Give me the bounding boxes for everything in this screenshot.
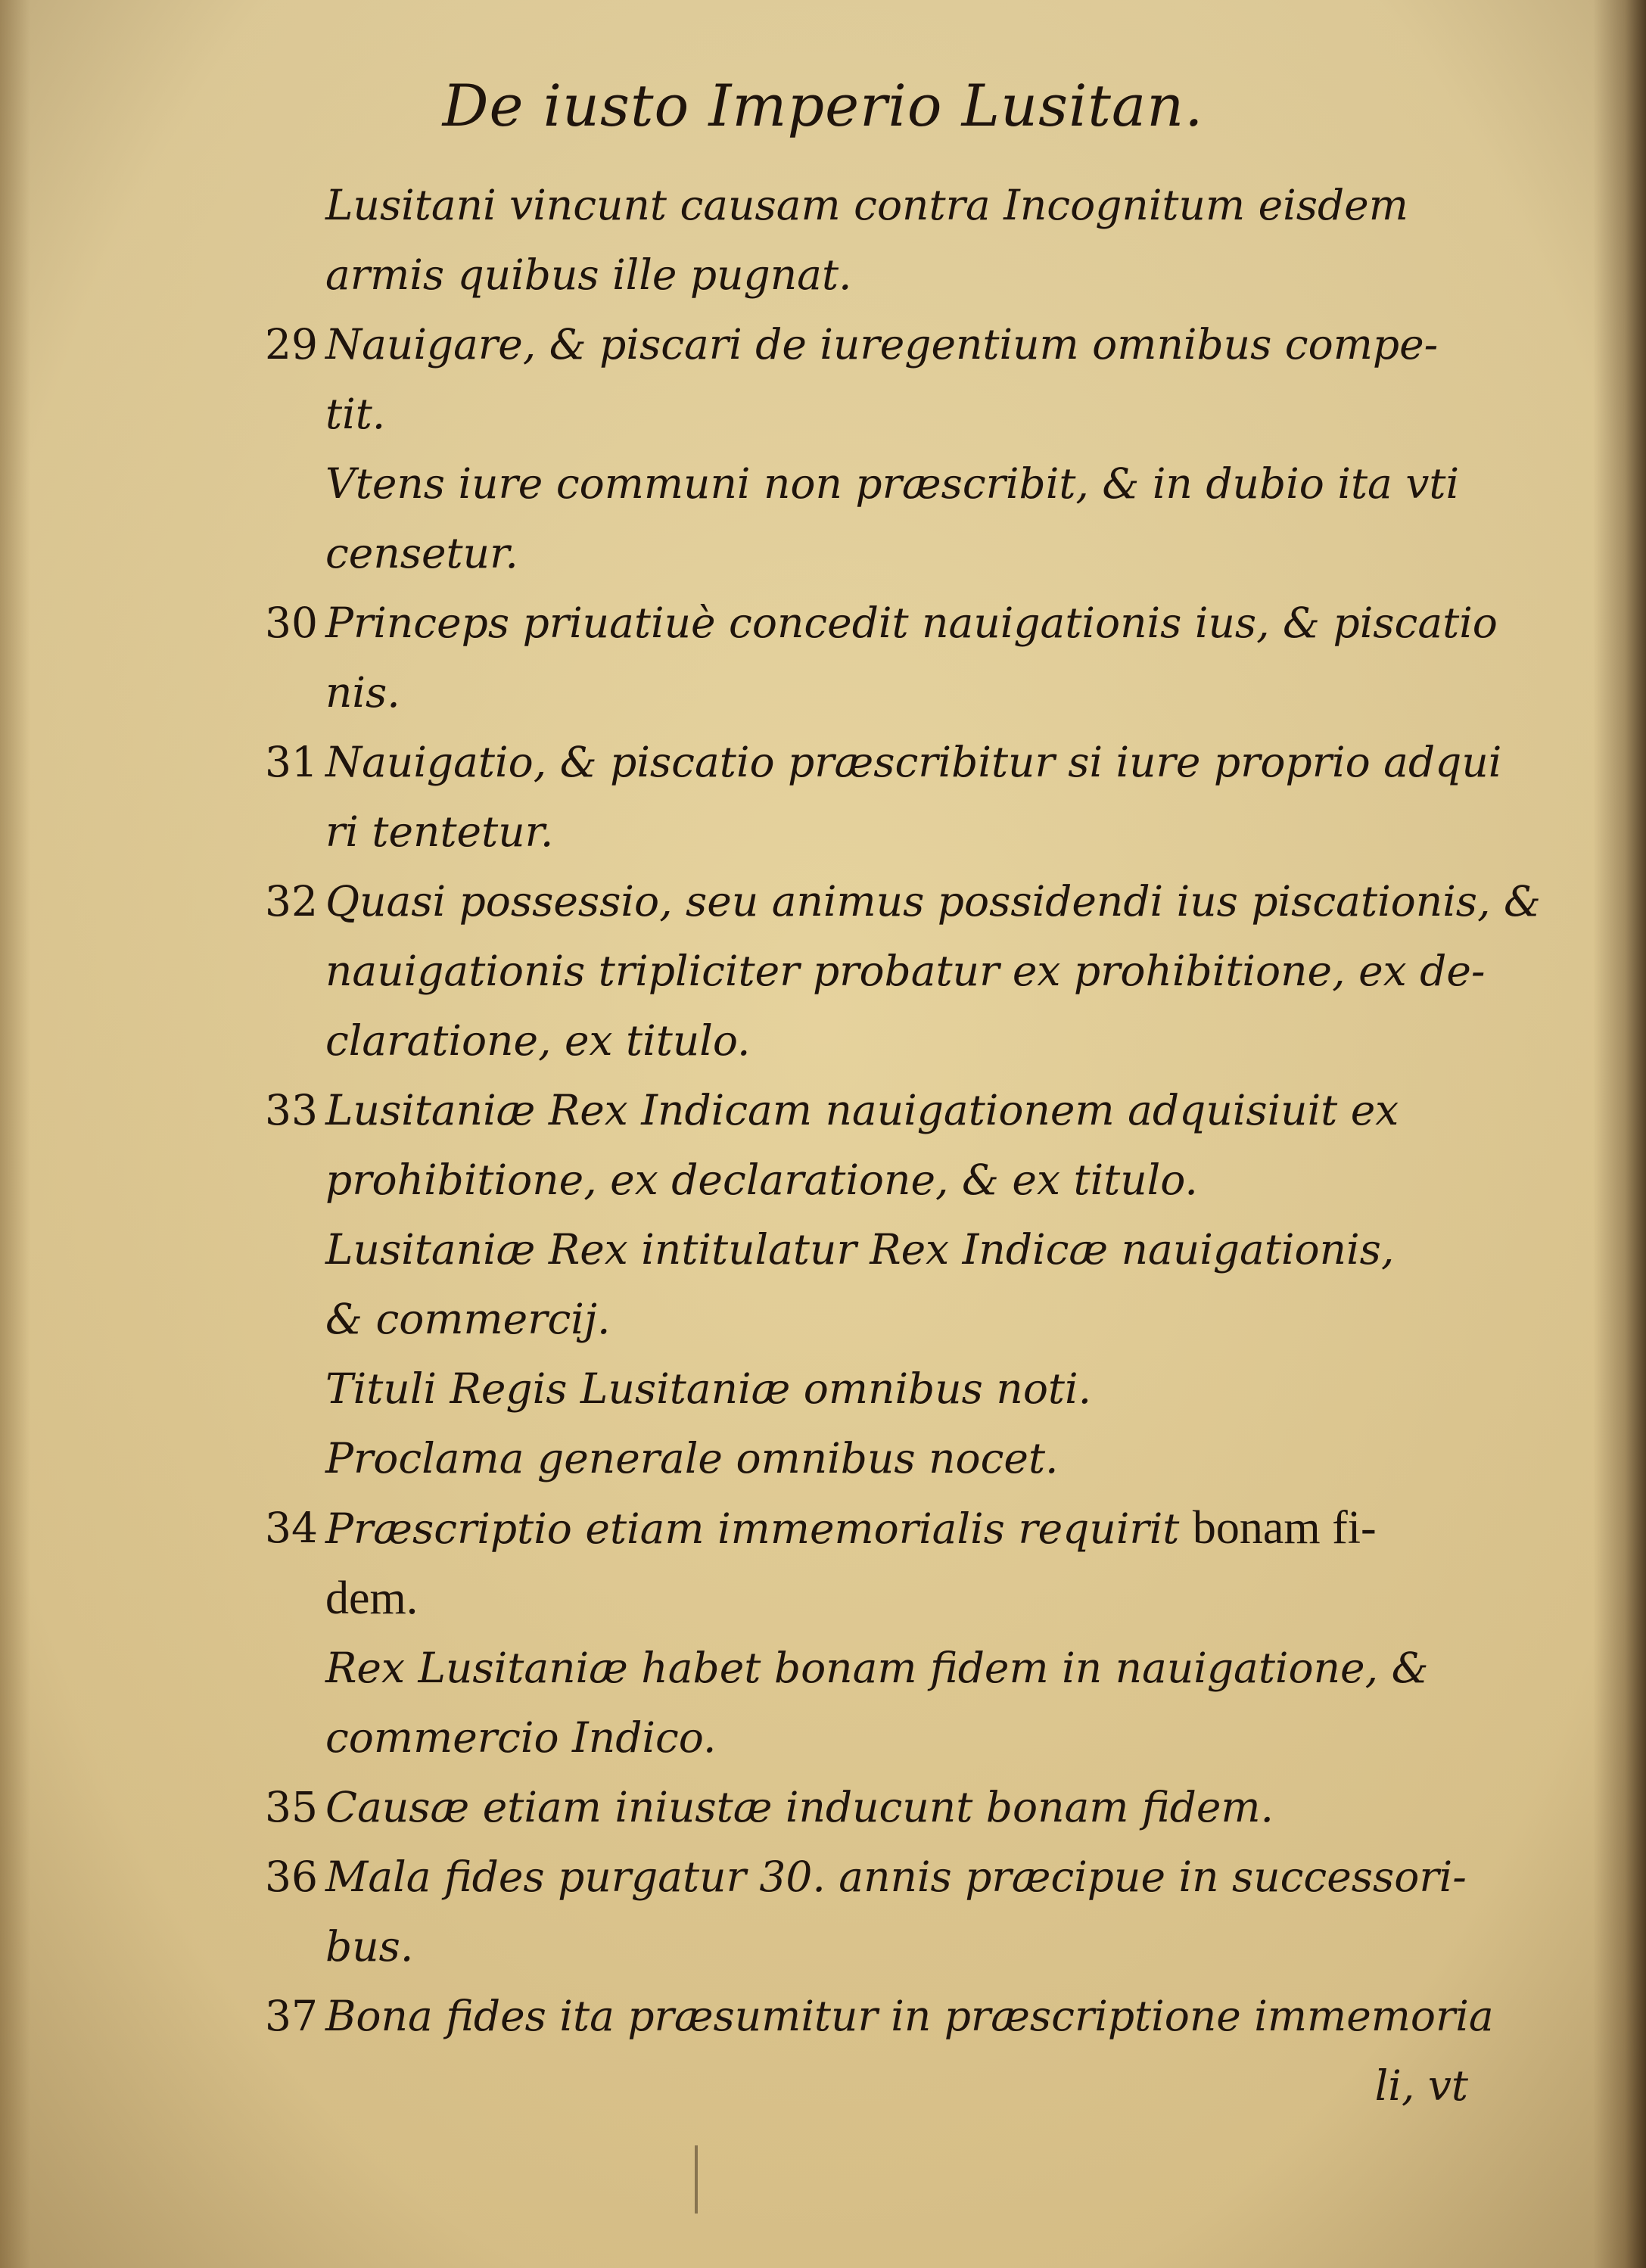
text-line: Nauigare, & piscari de iuregentium omnibus compe- — [325, 320, 1439, 369]
text-line: Bona fides ita præsumitur in præscriptione immemoria — [325, 1992, 1494, 2040]
text-line: Causæ etiam iniustæ inducunt bonam fidem. — [325, 1783, 1274, 1831]
summary-list — [242, 170, 1541, 2120]
item-number: 36 — [265, 1853, 318, 1901]
text-line: Vtens iure communi non præscribit, & in dubio ita vti — [325, 459, 1460, 508]
list-item — [242, 1423, 1483, 1493]
list-item — [242, 1981, 1494, 2051]
item-number: 35 — [265, 1783, 318, 1831]
text-line: nauigationis tripliciter probatur ex prohibitione, ex de- — [325, 947, 1486, 995]
text-line: prohibitione, ex declaratione, & ex titulo. — [325, 1156, 1198, 1204]
text-line: Rex Lusitaniæ habet bonam fidem in nauigatione, & — [325, 1644, 1429, 1692]
list-item — [242, 1842, 1483, 1981]
item-number: 33 — [265, 1086, 318, 1134]
text-line: Nauigatio, & piscatio præscribitur si iure proprio adqui — [325, 738, 1502, 786]
text-line: Lusitaniæ Rex intitulatur Rex Indicæ nauigationis, — [325, 1225, 1395, 1274]
page-mark — [695, 2145, 698, 2214]
text-line: commercio Indico. — [325, 1713, 717, 1762]
text-line: bus. — [325, 1922, 414, 1971]
list-item — [242, 1493, 1483, 1633]
item-number: 29 — [265, 320, 318, 369]
text-roman: bonam fi- — [1192, 1502, 1377, 1554]
spine-shadow — [1593, 0, 1646, 2268]
text-line: Quasi possessio, seu animus possidendi ius piscationis, & — [325, 877, 1541, 926]
list-item — [242, 727, 1502, 866]
text-line: Mala fides purgatur 30. annis præcipue in successori- — [325, 1853, 1467, 1901]
list-item — [242, 588, 1498, 727]
list-item — [242, 1354, 1483, 1423]
item-number: 32 — [265, 877, 318, 926]
list-item — [242, 1215, 1483, 1354]
text-line: Lusitaniæ Rex Indicam nauigationem adquisiuit ex — [325, 1086, 1399, 1134]
text-line: tit. — [325, 390, 386, 438]
page-edge-shading — [0, 0, 30, 2268]
text-line: nis. — [325, 668, 400, 717]
list-item — [242, 1075, 1483, 1215]
text-line: claratione, ex titulo. — [325, 1016, 751, 1065]
text-line: Proclama generale omnibus nocet. — [325, 1434, 1059, 1482]
list-item — [242, 170, 1483, 310]
text-line: Princeps priuatiuè concedit nauigationis ius, & piscatio — [325, 599, 1498, 647]
text-line: Lusitani vincunt causam contra Incognitum eisdem — [325, 181, 1408, 229]
text-line: dem. — [325, 1573, 419, 1624]
running-head: De iusto Imperio Lusitan. — [442, 72, 1204, 139]
text-line: armis quibus ille pugnat. — [325, 250, 852, 299]
list-item — [242, 449, 1483, 588]
text-line — [325, 1493, 1483, 1563]
text-line: censetur. — [325, 529, 518, 577]
list-item — [242, 310, 1483, 449]
text-line: ri tentetur. — [325, 807, 554, 856]
list-item — [242, 1772, 1483, 1842]
item-number: 30 — [265, 599, 318, 647]
text-line: & commercij. — [325, 1295, 611, 1343]
list-item — [242, 866, 1541, 1075]
catchword: li, vt — [1374, 2061, 1468, 2110]
text-italic: Præscriptio etiam immemorialis requirit — [325, 1504, 1180, 1553]
item-number: 31 — [265, 738, 318, 786]
item-number: 34 — [265, 1504, 318, 1552]
item-number: 37 — [265, 1992, 318, 2040]
list-item — [242, 1633, 1483, 1772]
text-line: Tituli Regis Lusitaniæ omnibus noti. — [325, 1364, 1092, 1413]
